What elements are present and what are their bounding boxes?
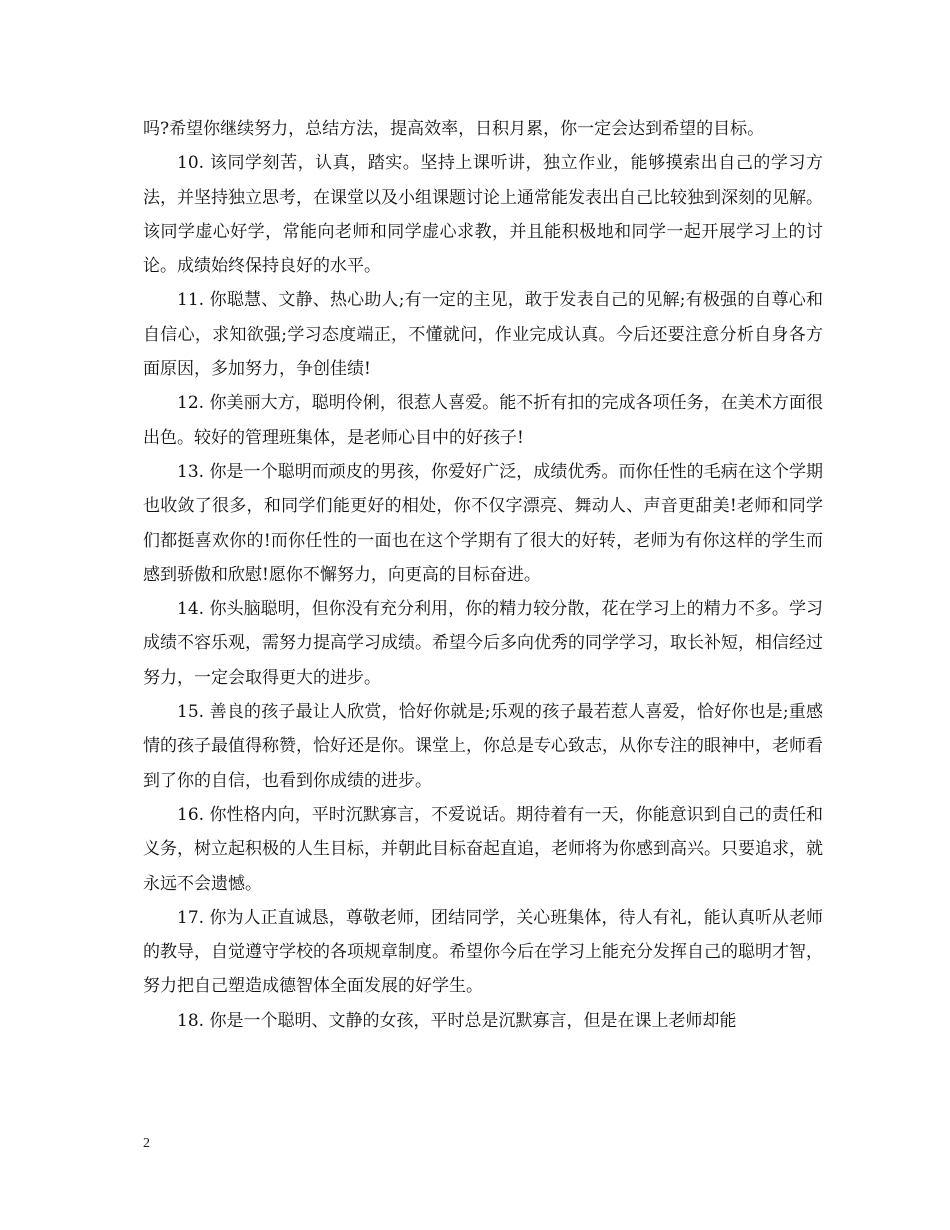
paragraph-comment-11: 11. 你聪慧、文静、热心助人;有一定的主见，敢于发表自己的见解;有极强的自尊心和自信心，求知欲强;学习态度端正，不懂就问，作业完成认真。今后还要注意分析自身各方面原因，多加努力，争创佳绩! <box>143 290 823 380</box>
paragraph-comment-13: 13. 你是一个聪明而顽皮的男孩，你爱好广泛，成绩优秀。而你任性的毛病在这个学期也收敛了很多，和同学们能更好的相处，你不仅字漂亮、舞动人、声音更甜美!老师和同学们都挺喜欢你的!而你任性的一面也在这个学期有了很大的好转，老师为有你这样的学生而感到骄傲和欣慰!愿你不懈努力，向更高的目标奋进。 <box>143 461 823 585</box>
paragraph-comment-16: 16. 你性格内向，平时沉默寡言，不爱说话。期待着有一天，你能意识到自己的责任和义务，树立起积极的人生目标，并朝此目标奋起直追，老师将为你感到高兴。只要追求，就永远不会遗憾。 <box>143 804 823 894</box>
paragraph-continuation: 吗?希望你继续努力，总结方法，提高效率，日积月累，你一定会达到希望的目标。 <box>143 119 765 139</box>
paragraph-comment-15: 15. 善良的孩子最让人欣赏，恰好你就是;乐观的孩子最若惹人喜爱，恰好你也是;重感情的孩子最值得称赞，恰好还是你。课堂上，你总是专心致志，从你专注的眼神中，老师看到了你的自信，也看到你成绩的进步。 <box>143 702 823 791</box>
paragraph-comment-18: 18. 你是一个聪明、文静的女孩，平时总是沉默寡言，但是在课上老师却能 <box>177 1010 737 1031</box>
paragraph-comment-17: 17. 你为人正直诚恳，尊敬老师，团结同学，关心班集体，待人有礼，能认真听从老师的教导，自觉遵守学校的各项规章制度。希望你今后在学习上能充分发挥自己的聪明才智，努力把自己塑造成德智体全面发展的好学生。 <box>143 907 823 997</box>
document-body <box>143 112 823 1038</box>
paragraph-comment-12: 12. 你美丽大方，聪明伶俐，很惹人喜爱。能不折有扣的完成各项任务，在美术方面很出色。较好的管理班集体，是老师心目中的好孩子! <box>143 393 823 448</box>
page-number: 2 <box>143 1136 150 1151</box>
paragraph-comment-14: 14. 你头脑聪明，但你没有充分利用，你的精力较分散，花在学习上的精力不多。学习成绩不容乐观，需努力提高学习成绩。希望今后多向优秀的同学学习，取长补短，相信经过努力，一定会取得更大的进步。 <box>143 599 823 688</box>
paragraph-comment-10: 10. 该同学刻苦，认真，踏实。坚持上课听讲，独立作业，能够摸索出自己的学习方法，并坚持独立思考，在课堂以及小组课题讨论上通常能发表出自己比较独到深刻的见解。该同学虚心好学，常能向老师和同学虚心求教，并且能积极地和同学一起开展学习上的讨论。成绩始终保持良好的水平。 <box>143 153 823 277</box>
